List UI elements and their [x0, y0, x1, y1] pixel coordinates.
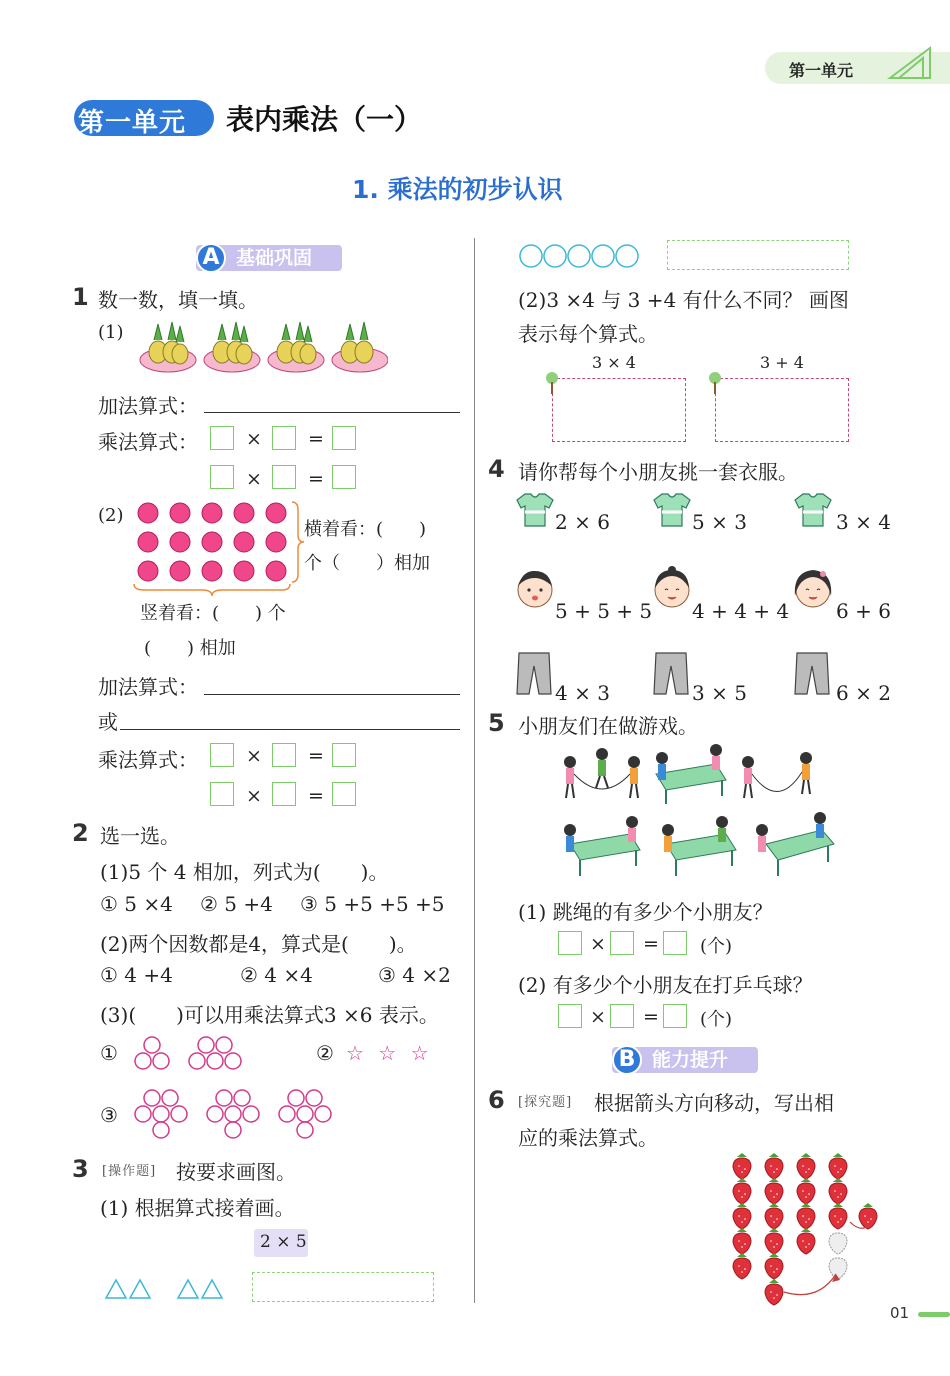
q6-tag: [探究题]	[518, 1095, 573, 1110]
q3-sub1: (1) 根据算式接着画。	[100, 1196, 295, 1220]
strawberry-column-1	[733, 1153, 751, 1279]
strawberry-column-3	[797, 1153, 815, 1254]
unit-header-label: 第一单元	[789, 61, 854, 80]
q5-unit-1: (个)	[700, 936, 733, 957]
q2-sub3-option-3[interactable]: ③	[100, 1103, 118, 1127]
unit-badge	[74, 100, 214, 136]
q1-vertical-text-2: ( ) 相加	[144, 638, 236, 659]
q5-box-a3[interactable]	[663, 931, 687, 955]
shirt-icon[interactable]	[513, 490, 557, 530]
circle-row	[518, 242, 646, 270]
triangle-pattern	[104, 1276, 234, 1300]
q5-box-b3[interactable]	[663, 1004, 687, 1028]
q1-box-d3[interactable]	[332, 782, 356, 806]
ping-pong-table-2	[564, 816, 640, 876]
times-sign: ×	[246, 428, 262, 450]
shirt-expression-3: 3 × 4	[836, 510, 891, 534]
q1-horizontal-text: 横着看：( )	[304, 519, 427, 540]
flower-grid-image	[132, 500, 307, 596]
q2-sub2: (2)两个因数都是4，算式是( )。	[100, 932, 417, 956]
q3-expression-box	[254, 1229, 308, 1257]
q2-sub1-option-3[interactable]: ③ 5 +5 +5 +5	[300, 892, 445, 916]
section-a-letter: A	[196, 243, 226, 273]
q1-add-label: 加法算式：	[98, 394, 198, 418]
q1-add-answer-line-2[interactable]	[204, 694, 460, 695]
times-sign: ×	[246, 745, 262, 767]
section-b-letter: B	[612, 1045, 642, 1075]
child-expression-3: 6 + 6	[836, 599, 891, 623]
pants-icon[interactable]	[791, 650, 833, 698]
q6-number: 6	[488, 1086, 505, 1114]
unit-header-tab	[765, 52, 950, 84]
equals-sign: =	[643, 1006, 659, 1028]
shirt-icon[interactable]	[791, 490, 835, 530]
q1-box-a1[interactable]	[210, 426, 234, 450]
q2-sub2-option-2[interactable]: ② 4 ×4	[240, 963, 313, 987]
pineapple-plate-2	[204, 322, 260, 372]
q5-sub1: (1) 跳绳的有多少个小朋友？	[518, 900, 773, 924]
times-sign: ×	[246, 468, 262, 490]
page-number-bar	[918, 1312, 950, 1317]
equals-sign: =	[308, 468, 324, 490]
child-face-icon[interactable]	[513, 566, 557, 610]
tree-icon	[705, 370, 725, 396]
strawberry-column-4	[829, 1153, 847, 1279]
child-face-icon[interactable]	[791, 566, 835, 610]
q1-box-a3[interactable]	[332, 426, 356, 450]
q5-box-b1[interactable]	[558, 1004, 582, 1028]
q2-sub2-option-3[interactable]: ③ 4 ×2	[378, 963, 451, 987]
pineapple-plate-3	[268, 322, 324, 372]
times-sign: ×	[590, 1006, 606, 1028]
ping-pong-table-4	[756, 812, 834, 876]
chapter-title: 表内乘法（一）	[226, 103, 423, 136]
q5-prompt: 小朋友们在做游戏。	[518, 714, 698, 738]
pants-expression-3: 6 × 2	[836, 681, 891, 705]
q3-expression: 2 × 5	[260, 1232, 307, 1252]
shirt-expression-1: 2 × 6	[555, 510, 610, 534]
equals-sign: =	[308, 745, 324, 767]
jump-rope-group-1	[564, 748, 640, 798]
ruler-icon	[885, 44, 940, 82]
q3-tag: [操作题]	[102, 1164, 157, 1179]
child-face-icon[interactable]	[650, 566, 694, 610]
q5-box-b2[interactable]	[610, 1004, 634, 1028]
section-a-title: 基础巩固	[236, 247, 313, 269]
q1-mul-label-2: 乘法算式：	[98, 748, 198, 772]
children-playing-image	[556, 744, 846, 884]
q1-box-d1[interactable]	[210, 782, 234, 806]
tree-icon	[542, 370, 562, 396]
q1-or-label: 或	[98, 710, 118, 734]
q1-or-answer-line[interactable]	[120, 729, 460, 730]
q5-box-a1[interactable]	[558, 931, 582, 955]
q2-sub2-option-1[interactable]: ① 4 +4	[100, 963, 173, 987]
jump-rope-group-2	[742, 752, 812, 798]
q1-box-b2[interactable]	[272, 465, 296, 489]
pineapple-plate-4	[332, 322, 388, 372]
ping-pong-table-3	[662, 816, 736, 876]
child-expression-2: 4 + 4 + 4	[692, 599, 790, 623]
pants-expression-2: 3 × 5	[692, 681, 747, 705]
q1-prompt: 数一数，填一填。	[98, 288, 258, 312]
q1-box-c1[interactable]	[210, 743, 234, 767]
shirt-expression-2: 5 × 3	[692, 510, 747, 534]
circle-groups-option-1	[130, 1034, 250, 1074]
q3-label-3x4: 3 × 4	[592, 353, 636, 372]
q3-prompt: 按要求画图。	[176, 1160, 296, 1184]
pants-expression-1: 4 × 3	[555, 681, 610, 705]
times-sign: ×	[246, 785, 262, 807]
q3-draw-area-1[interactable]	[252, 1272, 434, 1302]
q5-box-a2[interactable]	[610, 931, 634, 955]
lesson-title: 1. 乘法的初步认识	[352, 175, 563, 204]
q1-add-answer-line[interactable]	[204, 412, 460, 413]
q2-prompt: 选一选。	[100, 824, 180, 848]
column-divider	[474, 238, 475, 1303]
q5-sub2: (2) 有多少个小朋友在打乒乓球？	[518, 973, 813, 997]
section-b-title: 能力提升	[652, 1049, 729, 1071]
circle-groups-option-3	[130, 1086, 345, 1146]
q1-number: 1	[72, 283, 89, 311]
q1-add-label-2: 加法算式：	[98, 675, 198, 699]
q1-box-b1[interactable]	[210, 465, 234, 489]
q3-number: 3	[72, 1155, 89, 1183]
equals-sign: =	[308, 785, 324, 807]
shirt-icon[interactable]	[650, 490, 694, 530]
section-a-header	[196, 245, 342, 271]
q1-mul-label: 乘法算式：	[98, 430, 198, 454]
q1-box-c3[interactable]	[332, 743, 356, 767]
equals-sign: =	[308, 428, 324, 450]
q4-number: 4	[488, 455, 505, 483]
times-sign: ×	[590, 933, 606, 955]
q5-unit-2: (个)	[700, 1009, 733, 1030]
star-row: ☆ ☆ ☆	[346, 1041, 433, 1065]
strawberry-column-2	[765, 1153, 783, 1305]
q2-sub3-option-1[interactable]: ①	[100, 1041, 118, 1065]
q6-prompt: 根据箭头方向移动，写出相	[594, 1091, 834, 1115]
q3-sub2-line1: (2)3 ×4 与 3 +4 有什么不同？ 画图	[518, 288, 849, 312]
q2-sub1-option-1[interactable]: ① 5 ×4	[100, 892, 173, 916]
unit-badge-text: 第一单元	[78, 108, 187, 138]
pants-icon[interactable]	[650, 650, 692, 698]
pineapple-plates-image	[138, 318, 388, 376]
child-expression-1: 5 + 5 + 5	[555, 599, 653, 623]
q2-sub3: (3)( )可以用乘法算式3 ×6 表示。	[100, 1003, 439, 1027]
q4-prompt: 请你帮每个小朋友挑一套衣服。	[518, 460, 798, 484]
q3-draw-area-3plus4[interactable]	[715, 378, 849, 442]
q1-part2-label: (2)	[98, 505, 124, 526]
q3-draw-area-2[interactable]	[667, 240, 849, 270]
equals-sign: =	[643, 933, 659, 955]
q6-prompt-2: 应的乘法算式。	[518, 1126, 658, 1150]
strawberry-grid-image	[728, 1152, 878, 1308]
pants-icon[interactable]	[513, 650, 555, 698]
q1-part1-label: (1)	[98, 322, 124, 343]
q3-sub2-line2: 表示每个算式。	[518, 322, 658, 346]
q1-box-a2[interactable]	[272, 426, 296, 450]
q1-box-c2[interactable]	[272, 743, 296, 767]
q5-number: 5	[488, 709, 505, 737]
q2-sub3-option-2[interactable]: ②	[316, 1041, 334, 1065]
ping-pong-table-1	[656, 744, 726, 804]
q1-horizontal-text-2: 个（ ）相加	[304, 553, 430, 574]
pineapple-plate-1	[140, 322, 196, 372]
section-b-header	[612, 1047, 758, 1073]
q1-box-d2[interactable]	[272, 782, 296, 806]
q3-draw-area-3x4[interactable]	[552, 378, 686, 442]
q2-sub1-option-2[interactable]: ② 5 +4	[200, 892, 273, 916]
page-number: 01	[890, 1304, 910, 1322]
q1-box-b3[interactable]	[332, 465, 356, 489]
q2-sub1: (1)5 个 4 相加，列式为( )。	[100, 860, 389, 884]
q3-label-3plus4: 3 + 4	[760, 353, 804, 372]
q2-number: 2	[72, 819, 89, 847]
q1-vertical-text: 竖着看：( ) 个	[140, 603, 286, 624]
